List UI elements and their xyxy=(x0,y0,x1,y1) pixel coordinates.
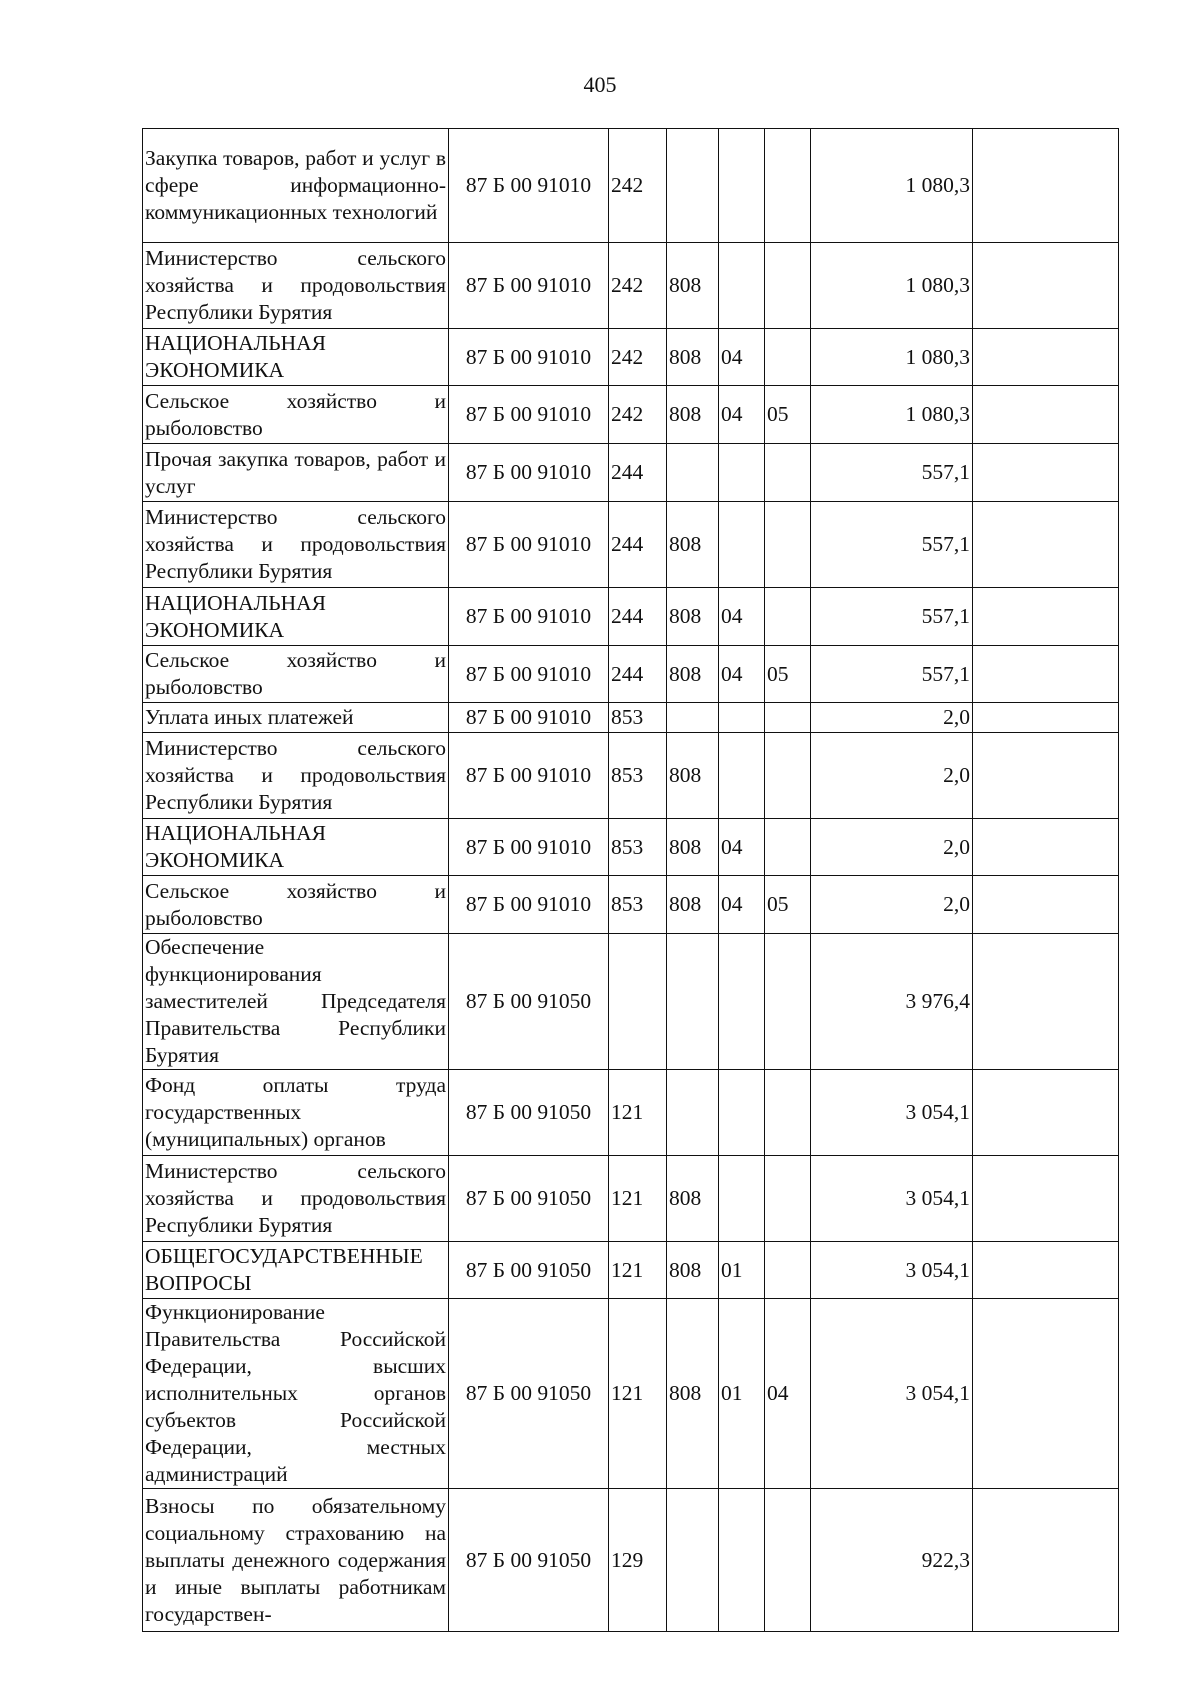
row-amount: 3 054,1 xyxy=(811,1070,973,1156)
row-grbs: 808 xyxy=(667,502,719,588)
row-expense-type: 121 xyxy=(609,1299,667,1489)
row-target-code: 87 Б 00 91010 xyxy=(449,129,609,243)
page-number: 405 xyxy=(583,72,617,97)
row-target-code: 87 Б 00 91010 xyxy=(449,502,609,588)
row-amount: 2,0 xyxy=(811,876,973,934)
row-grbs: 808 xyxy=(667,588,719,646)
row-subsection xyxy=(765,129,811,243)
row-section: 01 xyxy=(719,1299,765,1489)
row-name: ОБЩЕГОСУДАРСТВЕННЫЕ ВОПРОСЫ xyxy=(143,1242,449,1299)
row-extra xyxy=(973,243,1119,329)
row-name: Сельское хозяйство и рыболовство xyxy=(143,646,449,703)
row-target-code: 87 Б 00 91010 xyxy=(449,386,609,444)
row-expense-type: 244 xyxy=(609,646,667,703)
row-amount: 1 080,3 xyxy=(811,329,973,386)
row-extra xyxy=(973,703,1119,733)
row-subsection: 05 xyxy=(765,876,811,934)
row-section: 04 xyxy=(719,819,765,876)
table-row xyxy=(143,1489,1119,1632)
row-amount: 3 054,1 xyxy=(811,1242,973,1299)
row-expense-type: 242 xyxy=(609,386,667,444)
row-amount: 2,0 xyxy=(811,733,973,819)
row-subsection xyxy=(765,733,811,819)
row-subsection xyxy=(765,1070,811,1156)
row-subsection xyxy=(765,502,811,588)
row-name: Уплата иных платежей xyxy=(143,703,449,733)
row-name: Министерство сельского хозяйства и продовольствия Республики Бурятия xyxy=(143,502,449,588)
row-name: Функционирование Правительства Российской Федерации, высших исполнительных органов субъектов Российской Федерации, местных администраций xyxy=(143,1299,449,1489)
row-extra xyxy=(973,129,1119,243)
row-amount: 922,3 xyxy=(811,1489,973,1632)
table-row xyxy=(143,819,1119,876)
row-extra xyxy=(973,502,1119,588)
row-extra xyxy=(973,733,1119,819)
row-expense-type: 242 xyxy=(609,329,667,386)
row-amount: 2,0 xyxy=(811,703,973,733)
row-expense-type: 853 xyxy=(609,819,667,876)
row-amount: 1 080,3 xyxy=(811,243,973,329)
row-expense-type: 121 xyxy=(609,1156,667,1242)
row-target-code: 87 Б 00 91010 xyxy=(449,876,609,934)
row-subsection xyxy=(765,1156,811,1242)
row-grbs xyxy=(667,934,719,1070)
row-extra xyxy=(973,386,1119,444)
row-expense-type: 244 xyxy=(609,444,667,502)
row-expense-type: 129 xyxy=(609,1489,667,1632)
row-amount: 557,1 xyxy=(811,588,973,646)
row-extra xyxy=(973,588,1119,646)
table-row xyxy=(143,588,1119,646)
row-expense-type: 121 xyxy=(609,1242,667,1299)
row-section: 01 xyxy=(719,1242,765,1299)
row-target-code: 87 Б 00 91050 xyxy=(449,1156,609,1242)
table-row xyxy=(143,703,1119,733)
row-subsection xyxy=(765,329,811,386)
budget-table xyxy=(142,128,1119,1632)
row-amount: 3 054,1 xyxy=(811,1156,973,1242)
table-row xyxy=(143,444,1119,502)
row-expense-type: 244 xyxy=(609,588,667,646)
row-subsection: 05 xyxy=(765,646,811,703)
row-extra xyxy=(973,819,1119,876)
row-target-code: 87 Б 00 91050 xyxy=(449,1299,609,1489)
row-grbs: 808 xyxy=(667,243,719,329)
row-amount: 1 080,3 xyxy=(811,386,973,444)
row-grbs: 808 xyxy=(667,733,719,819)
row-target-code: 87 Б 00 91010 xyxy=(449,703,609,733)
row-target-code: 87 Б 00 91010 xyxy=(449,329,609,386)
row-target-code: 87 Б 00 91050 xyxy=(449,1070,609,1156)
row-section xyxy=(719,733,765,819)
table-row xyxy=(143,646,1119,703)
table-row xyxy=(143,1070,1119,1156)
row-name: Министерство сельского хозяйства и продовольствия Республики Бурятия xyxy=(143,733,449,819)
row-extra xyxy=(973,1299,1119,1489)
table-row xyxy=(143,1242,1119,1299)
row-amount: 557,1 xyxy=(811,646,973,703)
row-section: 04 xyxy=(719,876,765,934)
table-row xyxy=(143,129,1119,243)
row-section: 04 xyxy=(719,646,765,703)
table-row xyxy=(143,876,1119,934)
table-row xyxy=(143,329,1119,386)
row-extra xyxy=(973,934,1119,1070)
row-section xyxy=(719,444,765,502)
row-target-code: 87 Б 00 91050 xyxy=(449,1242,609,1299)
row-name: Взносы по обязательному социальному страхованию на выплаты денежного содержания и иные выплаты работникам государствен- xyxy=(143,1489,449,1632)
table-row xyxy=(143,1299,1119,1489)
row-extra xyxy=(973,1489,1119,1632)
row-subsection xyxy=(765,703,811,733)
row-grbs: 808 xyxy=(667,386,719,444)
row-name: Прочая закупка товаров, работ и услуг xyxy=(143,444,449,502)
row-expense-type: 853 xyxy=(609,703,667,733)
row-name: Сельское хозяйство и рыболовство xyxy=(143,386,449,444)
row-name: Фонд оплаты труда государственных (муниципальных) органов xyxy=(143,1070,449,1156)
row-grbs: 808 xyxy=(667,1242,719,1299)
row-expense-type: 242 xyxy=(609,129,667,243)
row-section: 04 xyxy=(719,329,765,386)
row-target-code: 87 Б 00 91010 xyxy=(449,646,609,703)
row-section xyxy=(719,1489,765,1632)
row-section xyxy=(719,502,765,588)
row-expense-type: 242 xyxy=(609,243,667,329)
table-row xyxy=(143,934,1119,1070)
row-expense-type: 121 xyxy=(609,1070,667,1156)
row-target-code: 87 Б 00 91050 xyxy=(449,934,609,1070)
row-extra xyxy=(973,1070,1119,1156)
row-grbs xyxy=(667,1070,719,1156)
row-extra xyxy=(973,444,1119,502)
row-name: Министерство сельского хозяйства и продовольствия Республики Бурятия xyxy=(143,243,449,329)
row-target-code: 87 Б 00 91010 xyxy=(449,733,609,819)
row-grbs xyxy=(667,129,719,243)
row-name: НАЦИОНАЛЬНАЯ ЭКОНОМИКА xyxy=(143,588,449,646)
row-name: Министерство сельского хозяйства и продовольствия Республики Бурятия xyxy=(143,1156,449,1242)
table-row xyxy=(143,243,1119,329)
row-subsection: 05 xyxy=(765,386,811,444)
row-section xyxy=(719,703,765,733)
row-subsection xyxy=(765,243,811,329)
row-section xyxy=(719,243,765,329)
row-grbs: 808 xyxy=(667,876,719,934)
row-expense-type: 244 xyxy=(609,502,667,588)
row-extra xyxy=(973,1242,1119,1299)
row-section xyxy=(719,1070,765,1156)
row-grbs: 808 xyxy=(667,819,719,876)
row-target-code: 87 Б 00 91010 xyxy=(449,588,609,646)
row-name: Обеспечение функционирования заместителей Председателя Правительства Республики Бурятия xyxy=(143,934,449,1070)
row-target-code: 87 Б 00 91010 xyxy=(449,243,609,329)
row-name: Закупка товаров, работ и услуг в сфере информационно-коммуникационных технологий xyxy=(143,129,449,243)
row-extra xyxy=(973,646,1119,703)
table-row xyxy=(143,733,1119,819)
row-expense-type xyxy=(609,934,667,1070)
row-section xyxy=(719,934,765,1070)
row-amount: 3 054,1 xyxy=(811,1299,973,1489)
row-subsection xyxy=(765,444,811,502)
row-amount: 1 080,3 xyxy=(811,129,973,243)
row-section xyxy=(719,129,765,243)
row-expense-type: 853 xyxy=(609,733,667,819)
row-grbs: 808 xyxy=(667,646,719,703)
row-subsection xyxy=(765,1489,811,1632)
row-subsection xyxy=(765,819,811,876)
row-target-code: 87 Б 00 91050 xyxy=(449,1489,609,1632)
row-section: 04 xyxy=(719,588,765,646)
row-name: Сельское хозяйство и рыболовство xyxy=(143,876,449,934)
row-grbs: 808 xyxy=(667,1156,719,1242)
row-extra xyxy=(973,876,1119,934)
row-grbs xyxy=(667,1489,719,1632)
row-subsection xyxy=(765,934,811,1070)
table-body xyxy=(143,129,1119,1632)
table-row xyxy=(143,1156,1119,1242)
row-target-code: 87 Б 00 91010 xyxy=(449,444,609,502)
row-amount: 557,1 xyxy=(811,502,973,588)
row-name: НАЦИОНАЛЬНАЯ ЭКОНОМИКА xyxy=(143,819,449,876)
row-subsection xyxy=(765,1242,811,1299)
row-grbs: 808 xyxy=(667,329,719,386)
row-grbs xyxy=(667,444,719,502)
row-subsection xyxy=(765,588,811,646)
row-section xyxy=(719,1156,765,1242)
row-section: 04 xyxy=(719,386,765,444)
row-grbs: 808 xyxy=(667,1299,719,1489)
table-row xyxy=(143,502,1119,588)
row-grbs xyxy=(667,703,719,733)
row-extra xyxy=(973,1156,1119,1242)
row-subsection: 04 xyxy=(765,1299,811,1489)
table-row xyxy=(143,386,1119,444)
row-expense-type: 853 xyxy=(609,876,667,934)
row-name: НАЦИОНАЛЬНАЯ ЭКОНОМИКА xyxy=(143,329,449,386)
row-target-code: 87 Б 00 91010 xyxy=(449,819,609,876)
row-amount: 2,0 xyxy=(811,819,973,876)
row-amount: 3 976,4 xyxy=(811,934,973,1070)
row-amount: 557,1 xyxy=(811,444,973,502)
row-extra xyxy=(973,329,1119,386)
